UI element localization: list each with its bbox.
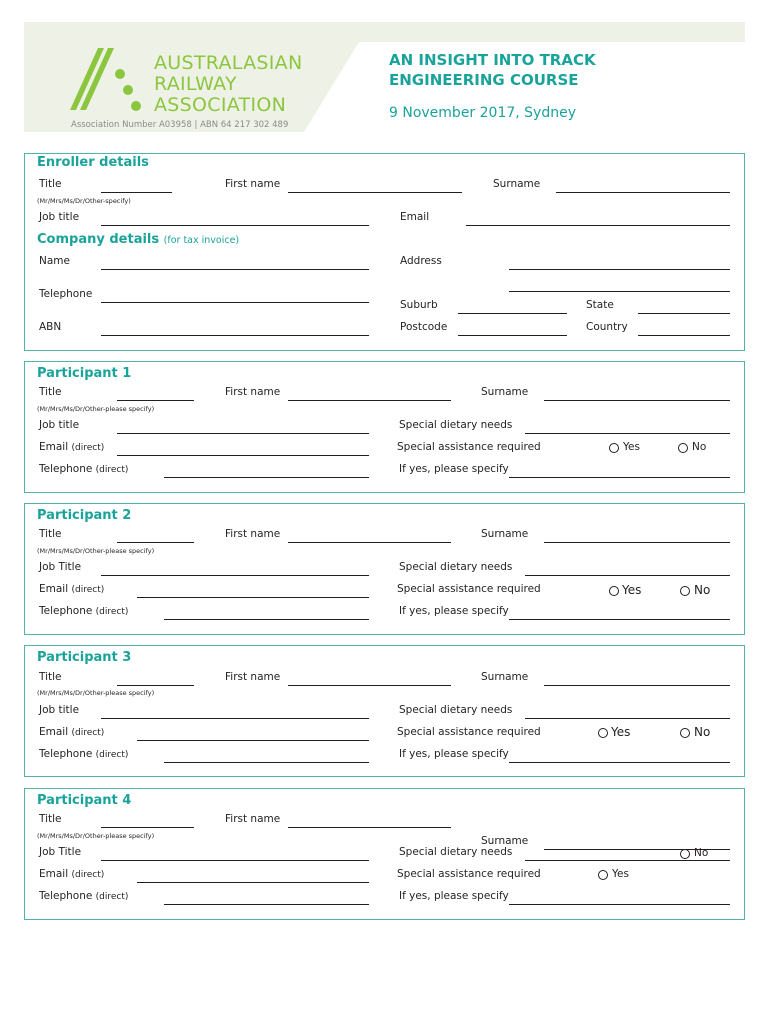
company-postcode-label: Postcode [400, 321, 448, 333]
participant-3-surname-label: Surname [481, 671, 529, 683]
enroller-job-title-label: Job title [39, 211, 80, 223]
participant-1-job-title-label: Job title [39, 419, 80, 431]
participant-3-email-label [39, 726, 104, 738]
participant-4-job-title-label: Job Title [39, 846, 82, 858]
company-name-label: Name [39, 255, 70, 267]
participant-4-heading: Participant 4 [37, 793, 132, 808]
participant-2-email-label [39, 583, 104, 595]
participant-2-title-hint: (Mr/Mrs/Ms/Dr/Other-please specify) [37, 547, 155, 555]
company-postcode-field[interactable] [458, 335, 567, 336]
participant-1-email-note: (direct) [71, 443, 105, 453]
participant-4-yes-label: Yes [612, 868, 629, 880]
participant-4-telephone-label [39, 890, 128, 902]
enroller-first-name-field[interactable] [288, 192, 462, 193]
participant-2-no-label: No [694, 583, 711, 597]
company-suburb-field[interactable] [458, 313, 567, 314]
participant-4-no-radio[interactable] [680, 849, 690, 859]
company-heading-text: Company details [37, 232, 160, 247]
participant-2-first-name-label: First name [225, 528, 281, 540]
participant-3-specify-field[interactable] [509, 762, 730, 763]
participant-4-surname-label: Surname [481, 835, 529, 847]
company-heading [37, 232, 239, 247]
participant-3-email-text: Email [39, 726, 69, 738]
participant-3-title-label: Title [39, 671, 62, 683]
participant-3-email-note: (direct) [71, 728, 105, 738]
participant-2-email-note: (direct) [71, 585, 105, 595]
participant-1-dietary-label: Special dietary needs [399, 419, 513, 431]
participant-3-first-name-field[interactable] [288, 685, 451, 686]
participant-3-job-title-label: Job title [39, 704, 80, 716]
participant-4-section [24, 788, 745, 920]
company-country-field[interactable] [638, 335, 730, 336]
participant-4-specify-field[interactable] [509, 904, 730, 905]
participant-1-email-field[interactable] [117, 455, 369, 456]
participant-3-email-field[interactable] [137, 740, 369, 741]
participant-2-telephone-label [39, 605, 128, 617]
participant-1-assistance-label: Special assistance required [397, 441, 541, 453]
participant-3-heading: Participant 3 [37, 650, 132, 665]
participant-3-dietary-label: Special dietary needs [399, 704, 513, 716]
company-address-label: Address [400, 255, 442, 267]
participant-1-heading: Participant 1 [37, 366, 132, 381]
participant-2-dietary-field[interactable] [525, 575, 730, 576]
participant-1-first-name-field[interactable] [288, 400, 451, 401]
org-name-line2: RAILWAY [154, 73, 237, 95]
enroller-surname-field[interactable] [556, 192, 730, 193]
participant-1-specify-field[interactable] [509, 477, 730, 478]
enroller-job-title-field[interactable] [101, 225, 369, 226]
participant-1-surname-field[interactable] [544, 400, 730, 401]
participant-3-title-hint: (Mr/Mrs/Ms/Dr/Other-please specify) [37, 689, 155, 697]
participant-3-telephone-note: (direct) [95, 750, 129, 760]
participant-1-no-label: No [692, 441, 707, 453]
participant-3-title-field[interactable] [117, 685, 194, 686]
org-name-line3: ASSOCIATION [154, 94, 287, 116]
company-abn-field[interactable] [101, 335, 369, 336]
participant-4-first-name-label: First name [225, 813, 281, 825]
participant-3-no-radio[interactable] [680, 728, 690, 738]
participant-2-email-text: Email [39, 583, 69, 595]
participant-1-section [24, 361, 745, 493]
participant-2-surname-label: Surname [481, 528, 529, 540]
participant-2-section [24, 503, 745, 635]
participant-4-email-text: Email [39, 868, 69, 880]
participant-3-yes-label: Yes [611, 725, 631, 739]
participant-1-no-radio[interactable] [678, 443, 688, 453]
participant-2-telephone-note: (direct) [95, 607, 129, 617]
participant-1-dietary-field[interactable] [525, 433, 730, 434]
enroller-heading: Enroller details [37, 155, 149, 170]
participant-2-specify-field[interactable] [509, 619, 730, 620]
enroller-email-label: Email [400, 211, 430, 223]
participant-2-title-label: Title [39, 528, 62, 540]
company-abn-label: ABN [39, 321, 62, 333]
participant-4-yes-radio[interactable] [598, 870, 608, 880]
course-title-line1: AN INSIGHT INTO TRACK [389, 51, 596, 69]
ara-logo-icon [68, 46, 150, 114]
company-country-label: Country [586, 321, 628, 333]
participant-4-specify-label: If yes, please specify [399, 890, 509, 902]
participant-3-first-name-label: First name [225, 671, 281, 683]
participant-1-telephone-note: (direct) [95, 465, 129, 475]
participant-1-first-name-label: First name [225, 386, 281, 398]
company-address-field-2[interactable] [509, 291, 730, 292]
company-heading-note: (for tax invoice) [163, 235, 240, 246]
event-date: 9 November 2017, Sydney [389, 105, 576, 121]
participant-1-telephone-text: Telephone [39, 463, 93, 475]
enroller-email-field[interactable] [466, 225, 730, 226]
participant-4-job-title-field[interactable] [101, 860, 369, 861]
participant-3-job-title-field[interactable] [101, 718, 369, 719]
participant-4-email-note: (direct) [71, 870, 105, 880]
participant-2-specify-label: If yes, please specify [399, 605, 509, 617]
participant-4-first-name-field[interactable] [288, 827, 451, 828]
participant-3-no-label: No [694, 725, 711, 739]
participant-4-title-field[interactable] [101, 827, 194, 828]
participant-2-no-radio[interactable] [680, 586, 690, 596]
company-name-field[interactable] [101, 269, 369, 270]
company-suburb-label: Suburb [400, 299, 438, 311]
org-name-line1: AUSTRALASIAN [154, 52, 303, 74]
enroller-surname-label: Surname [493, 178, 541, 190]
company-telephone-label: Telephone [39, 288, 93, 300]
participant-4-email-label [39, 868, 104, 880]
participant-2-job-title-label: Job Title [39, 561, 82, 573]
association-number: Association Number A03958 | ABN 64 217 302 489 [71, 120, 289, 130]
participant-4-telephone-note: (direct) [95, 892, 129, 902]
participant-2-title-field[interactable] [117, 542, 194, 543]
participant-2-telephone-text: Telephone [39, 605, 93, 617]
participant-2-yes-label: Yes [622, 583, 642, 597]
participant-1-email-text: Email [39, 441, 69, 453]
participant-3-telephone-text: Telephone [39, 748, 93, 760]
enroller-title-label: Title [39, 178, 62, 190]
participant-4-no-label: No [694, 847, 709, 859]
participant-4-dietary-label: Special dietary needs [399, 846, 513, 858]
participant-2-heading: Participant 2 [37, 508, 132, 523]
participant-2-email-field[interactable] [137, 597, 369, 598]
company-address-field-1[interactable] [509, 269, 730, 270]
participant-4-dietary-field[interactable] [525, 860, 730, 861]
participant-2-assistance-label: Special assistance required [397, 583, 541, 595]
participant-4-telephone-text: Telephone [39, 890, 93, 902]
participant-1-title-label: Title [39, 386, 62, 398]
course-title-line2: ENGINEERING COURSE [389, 71, 579, 89]
enroller-first-name-label: First name [225, 178, 281, 190]
enroller-title-field[interactable] [101, 192, 172, 193]
participant-2-job-title-field[interactable] [101, 575, 369, 576]
participant-3-assistance-label: Special assistance required [397, 726, 541, 738]
participant-1-telephone-label [39, 463, 128, 475]
participant-2-telephone-field[interactable] [164, 619, 369, 620]
company-telephone-field[interactable] [101, 302, 369, 303]
participant-1-surname-label: Surname [481, 386, 529, 398]
enroller-company-section [24, 153, 745, 351]
participant-4-email-field[interactable] [137, 882, 369, 883]
enroller-title-hint: (Mr/Mrs/Ms/Dr/Other-specify) [37, 197, 131, 205]
participant-1-specify-label: If yes, please specify [399, 463, 509, 475]
participant-1-title-field[interactable] [117, 400, 194, 401]
participant-1-title-hint: (Mr/Mrs/Ms/Dr/Other-please specify) [37, 405, 155, 413]
participant-2-dietary-label: Special dietary needs [399, 561, 513, 573]
participant-3-section [24, 645, 745, 777]
participant-1-yes-radio[interactable] [609, 443, 619, 453]
participant-3-telephone-label [39, 748, 128, 760]
company-state-label: State [586, 299, 614, 311]
participant-3-yes-radio[interactable] [598, 728, 608, 738]
participant-3-specify-label: If yes, please specify [399, 748, 509, 760]
participant-1-telephone-field[interactable] [164, 477, 369, 478]
participant-4-title-label: Title [39, 813, 62, 825]
participant-2-surname-field[interactable] [544, 542, 730, 543]
participant-4-telephone-field[interactable] [164, 904, 369, 905]
participant-4-title-hint: (Mr/Mrs/Ms/Dr/Other-please specify) [37, 832, 155, 840]
company-state-field[interactable] [638, 313, 730, 314]
participant-2-first-name-field[interactable] [288, 542, 451, 543]
participant-1-yes-label: Yes [623, 441, 640, 453]
participant-3-telephone-field[interactable] [164, 762, 369, 763]
participant-3-surname-field[interactable] [544, 685, 730, 686]
participant-2-yes-radio[interactable] [609, 586, 619, 596]
participant-1-job-title-field[interactable] [117, 433, 369, 434]
participant-4-assistance-label: Special assistance required [397, 868, 541, 880]
participant-3-dietary-field[interactable] [525, 718, 730, 719]
participant-1-email-label [39, 441, 104, 453]
